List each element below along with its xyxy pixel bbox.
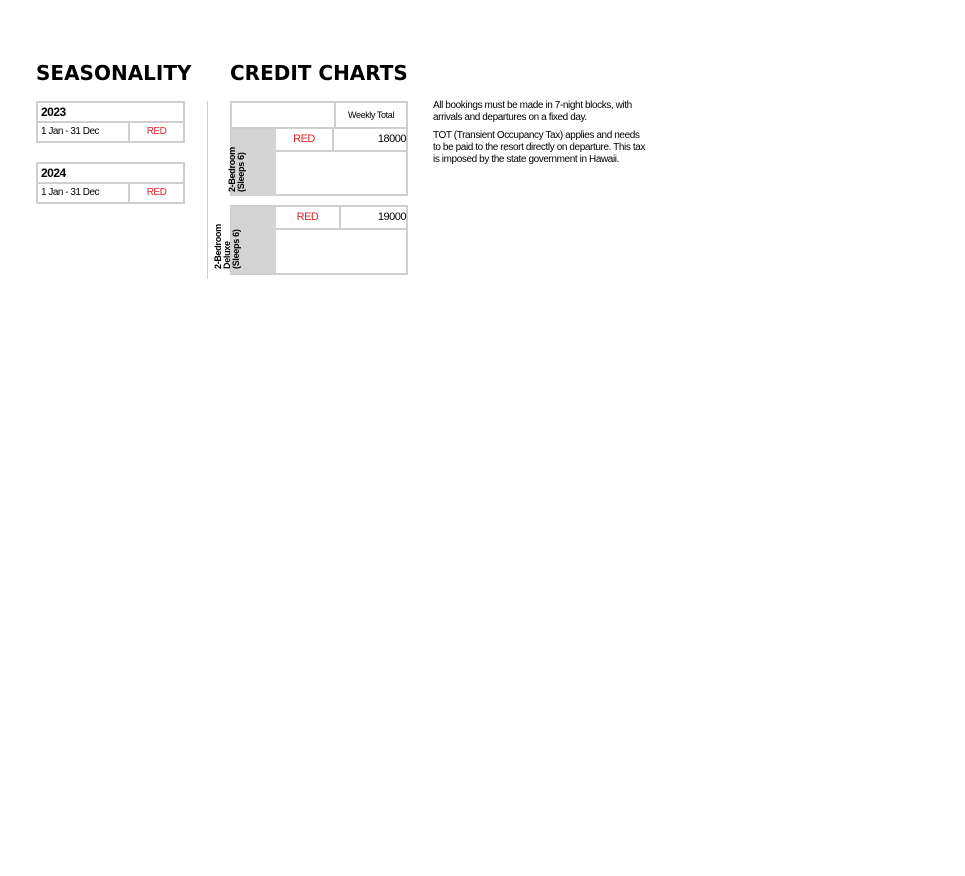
- season-table-2023: [36, 101, 185, 143]
- season-color-label: RED: [146, 187, 167, 198]
- room-type-label-cell: [227, 129, 276, 196]
- rate-row: [276, 129, 406, 152]
- room-type-label: 2-Bedroom (Sleeps 6): [227, 147, 246, 192]
- season-color-label: RED: [146, 126, 167, 137]
- season-row: [38, 123, 183, 141]
- rate-season: RED: [276, 207, 341, 228]
- booking-note: All bookings must be made in 7-night blocks, with arrivals and departures on a fixed day.: [433, 100, 632, 123]
- season-row: [38, 184, 183, 202]
- credit-chart-header: [232, 103, 406, 129]
- weekly-total-value: 19000: [377, 211, 406, 223]
- rate-row: [276, 207, 406, 230]
- rate-column: [276, 207, 406, 273]
- header-blank-cell: [232, 103, 336, 127]
- seasonality-heading: SEASONALITY: [36, 61, 192, 85]
- credit-chart-body: [227, 129, 406, 196]
- season-date-range: 1 Jan - 31 Dec: [38, 123, 130, 141]
- room-type-label-cell: [213, 207, 276, 273]
- season-table-2024: [36, 162, 185, 204]
- credit-charts-heading: CREDIT CHARTS: [230, 61, 408, 85]
- room-type-label: 2-Bedroom Deluxe (Sleeps 6): [213, 224, 241, 269]
- weekly-total-header: Weekly Total: [348, 110, 394, 120]
- section-divider: [207, 101, 208, 279]
- credit-chart-body: [213, 207, 406, 273]
- credit-chart-2-bedroom: [227, 101, 408, 196]
- credit-chart-2-bedroom-deluxe: [213, 205, 408, 275]
- booking-notes: [433, 100, 648, 172]
- rate-season: RED: [276, 129, 334, 150]
- season-date-range: 1 Jan - 31 Dec: [38, 184, 130, 202]
- empty-cell: [276, 230, 406, 273]
- season-year: 2023: [38, 103, 183, 123]
- empty-cell: [276, 152, 406, 196]
- rate-column: [276, 129, 406, 196]
- tax-note: TOT (Transient Occupancy Tax) applies and needs to be paid to the resort directly on departure. This tax is imposed by the state government in Hawaii.: [433, 130, 645, 165]
- season-year: 2024: [38, 164, 183, 184]
- weekly-total-value: 18000: [377, 133, 406, 145]
